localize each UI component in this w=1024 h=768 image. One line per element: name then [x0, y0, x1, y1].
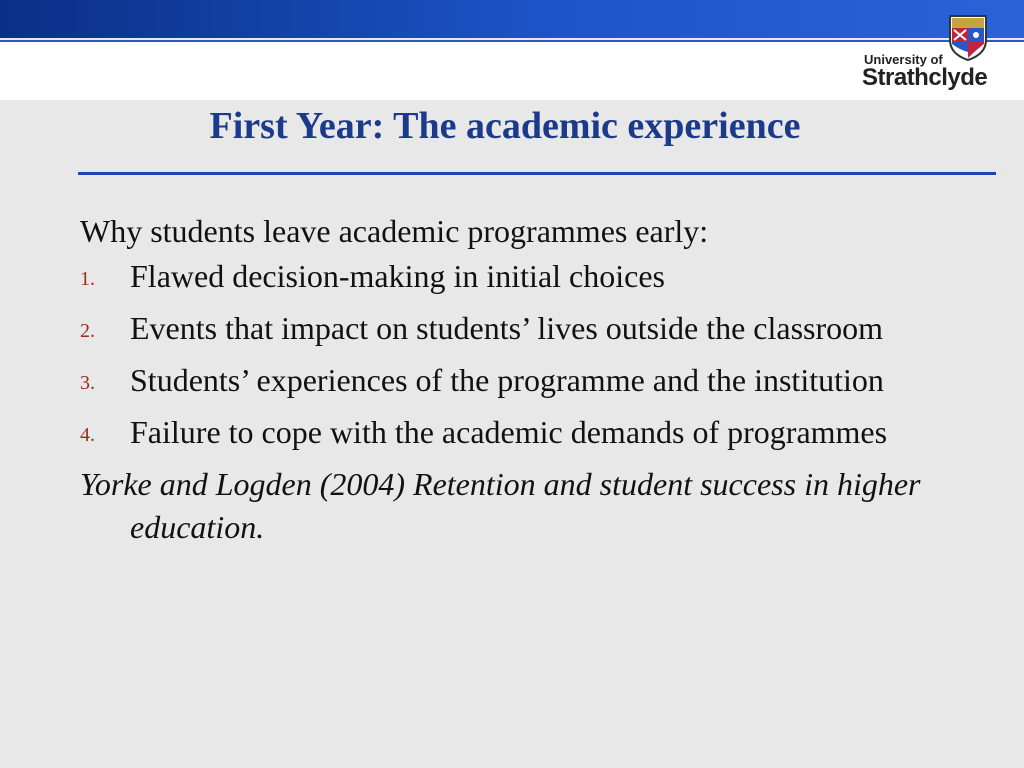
logo-text-small: University of [864, 52, 943, 67]
list-item [80, 307, 980, 350]
list-number: 4. [80, 424, 95, 446]
reasons-list [80, 255, 980, 454]
slide-body [80, 210, 980, 549]
intro-text: Why students leave academic programmes early: [80, 213, 709, 249]
list-number: 3. [80, 372, 95, 394]
list-item [80, 411, 980, 454]
list-text: Flawed decision-making in initial choices [130, 258, 665, 294]
citation: Yorke and Logden (2004) Retention and student success in higher education. [80, 466, 921, 545]
list-item [80, 359, 980, 402]
list-text: Students’ experiences of the programme and the institution [130, 362, 884, 398]
slide-title: First Year: The academic experience [209, 105, 801, 147]
university-logo [858, 10, 1008, 98]
list-item [80, 255, 980, 298]
list-text: Failure to cope with the academic demands of programmes [130, 414, 888, 450]
list-number: 2. [80, 320, 95, 342]
title-underline [78, 172, 996, 175]
logo-text-large: Strathclyde [862, 64, 988, 91]
crest-icon [946, 14, 990, 62]
list-text: Events that impact on students’ lives outside the classroom [130, 310, 884, 346]
list-number: 1. [80, 268, 95, 290]
